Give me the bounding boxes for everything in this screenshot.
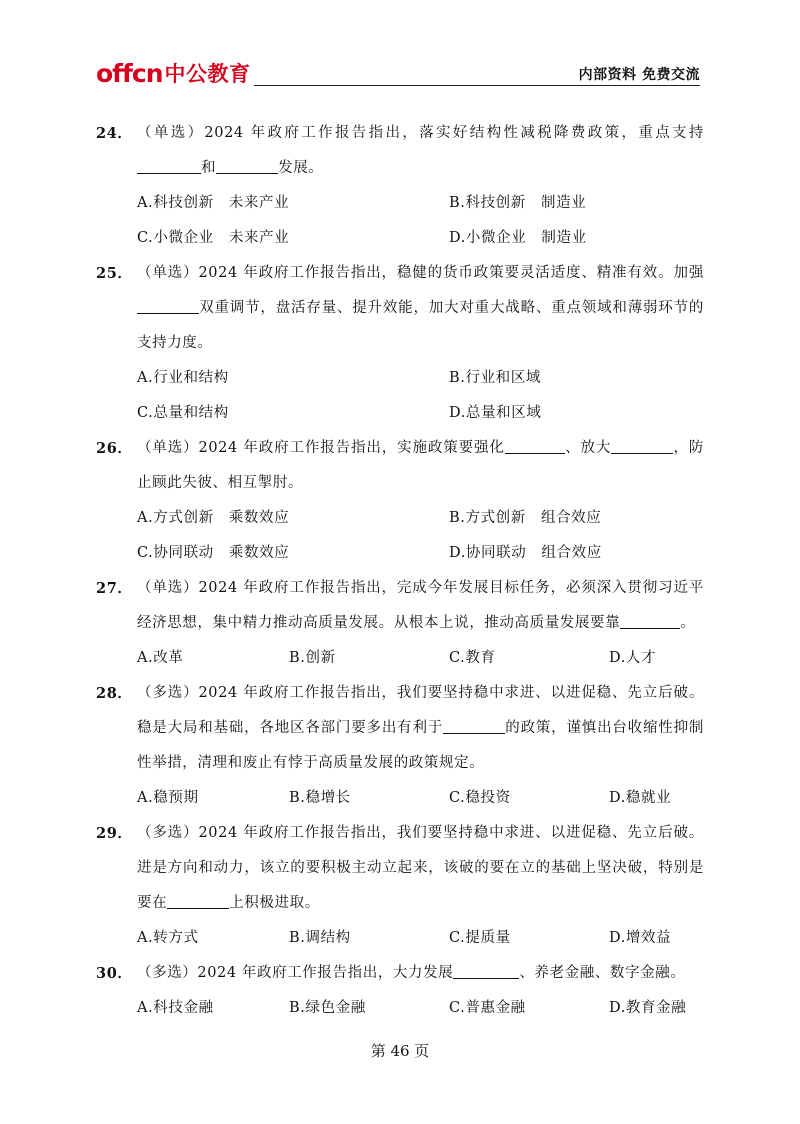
question-stem: 26． （单选）2024 年政府工作报告指出，实施政策要强化 、放大 ，防止顾此失彼、相互掣肘。 (96, 431, 704, 501)
options (96, 781, 704, 816)
option-d: D.人才 (609, 650, 657, 666)
question-number: 27． (96, 580, 133, 597)
options (96, 641, 704, 676)
option-a: A.科技金融 (137, 1000, 214, 1016)
question-number: 30． (96, 965, 133, 982)
option-b: B.绿色金融 (289, 1000, 366, 1016)
page-number: 第 46 页 (370, 1042, 430, 1060)
question-number: 24． (96, 125, 133, 142)
question-stem: 30． （多选）2024 年政府工作报告指出，大力发展 、养老金融、数字金融。 (96, 956, 704, 991)
answer-blank (611, 436, 673, 454)
option-b: B.行业和区域 (449, 370, 541, 386)
option-d: D.增效益 (609, 930, 672, 946)
answer-blank (167, 891, 229, 909)
question-stem: 27． （单选）2024 年政府工作报告指出，完成今年发展目标任务，必须深入贯彻习近平经济思想，集中精力推动高质量发展。从根本上说，推动高质量发展要靠 。 (96, 571, 704, 641)
answer-blank (137, 156, 201, 174)
option-a: A.方式创新 乘数效应 (137, 510, 290, 526)
option-d: D.总量和区域 (449, 405, 542, 421)
question-28 (96, 676, 704, 816)
option-c: C.协同联动 乘数效应 (137, 545, 290, 561)
option-b: B.方式创新 组合效应 (449, 510, 602, 526)
question-27 (96, 571, 704, 676)
option-c: C.教育 (449, 650, 496, 666)
option-a: A.改革 (137, 650, 184, 666)
question-number: 28． (96, 685, 133, 702)
option-b: B.创新 (289, 650, 336, 666)
option-a: A.转方式 (137, 930, 199, 946)
options (96, 991, 704, 1026)
question-list (96, 116, 704, 1026)
question-number: 25． (96, 265, 133, 282)
answer-blank (216, 156, 278, 174)
option-d: D.协同联动 组合效应 (449, 545, 602, 561)
option-a: A.科技创新 未来产业 (137, 195, 290, 211)
header-right-text: 内部资料 免费交流 (578, 67, 700, 83)
question-stem: 25． （单选）2024 年政府工作报告指出，稳健的货币政策要灵活适度、精准有效。加强双重调节，盘活存量、提升效能，加大对重大战略、重点领域和薄弱环节的支持力度。 (96, 256, 704, 361)
option-c: C.总量和结构 (137, 405, 229, 421)
option-a: A.稳预期 (137, 790, 199, 806)
question-number: 29． (96, 825, 133, 842)
logo-latin-text: offcn (96, 59, 163, 88)
offcn-logo (96, 60, 251, 88)
question-stem: 28． （多选）2024 年政府工作报告指出，我们要坚持稳中求进、以进促稳、先立后破。稳是大局和基础，各地区各部门要多出有利于 的政策，谨慎出台收缩性抑制性举措，清理和废止有悖于高质量发展的政策规定。 (96, 676, 704, 781)
option-b: B.调结构 (289, 930, 351, 946)
options (96, 361, 704, 431)
option-d: D.教育金融 (609, 1000, 687, 1016)
option-b: B.稳增长 (289, 790, 351, 806)
question-stem: 29． （多选）2024 年政府工作报告指出，我们要坚持稳中求进、以进促稳、先立后破。进是方向和动力，该立的要积极主动立起来，该破的要在立的基础上坚决破，特别是要在 上积极进取。 (96, 816, 704, 921)
option-d: D.小微企业 制造业 (449, 230, 587, 246)
option-a: A.行业和结构 (137, 370, 229, 386)
question-stem: 24． （单选）2024 年政府工作报告指出，落实好结构性减税降费政策，重点支持和 发展。 (96, 116, 704, 186)
header-rule (254, 85, 700, 86)
answer-blank (505, 436, 565, 454)
option-d: D.稳就业 (609, 790, 672, 806)
page-header (96, 58, 700, 88)
answer-blank (453, 961, 519, 979)
question-24 (96, 116, 704, 256)
answer-blank (620, 611, 680, 629)
options (96, 501, 704, 571)
options (96, 186, 704, 256)
question-25 (96, 256, 704, 431)
question-30 (96, 956, 704, 1026)
answer-blank (137, 296, 199, 314)
option-c: C.稳投资 (449, 790, 511, 806)
options (96, 921, 704, 956)
option-c: C.小微企业 未来产业 (137, 230, 290, 246)
logo-chinese-text: 中公教育 (164, 62, 251, 86)
answer-blank (443, 716, 505, 734)
question-number: 26． (96, 440, 133, 457)
option-b: B.科技创新 制造业 (449, 195, 587, 211)
option-c: C.提质量 (449, 930, 511, 946)
option-c: C.普惠金融 (449, 1000, 526, 1016)
question-29 (96, 816, 704, 956)
question-26 (96, 431, 704, 571)
